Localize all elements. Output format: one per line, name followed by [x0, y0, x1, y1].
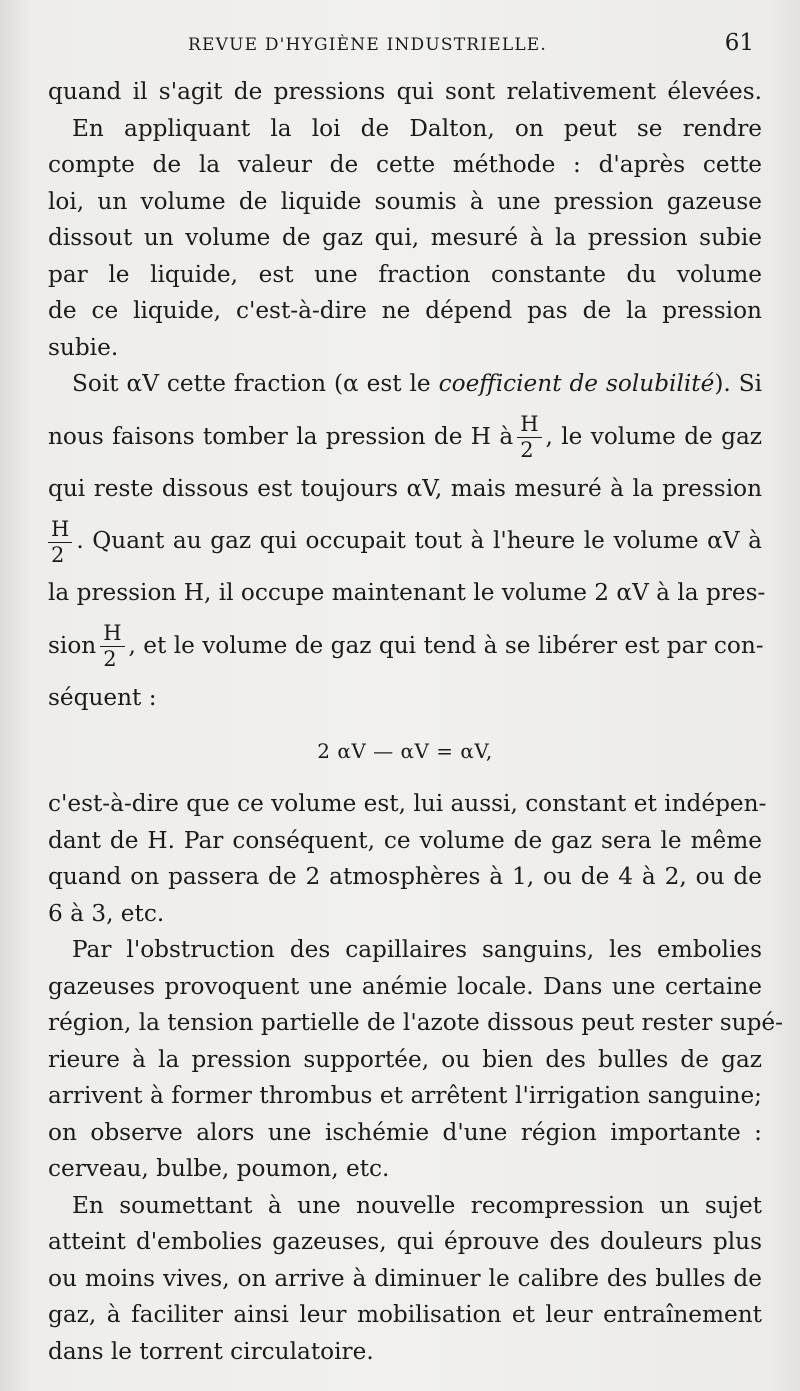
text-line: arrivent à former thrombus et arrêtent l'irrigation sanguine; — [48, 1082, 762, 1109]
text-line: ou moins vives, on arrive à diminuer le calibre des bulles de — [48, 1264, 762, 1292]
text-line: Par l'obstruction des capillaires sanguins, les embolies — [72, 936, 762, 963]
text-line: dant de H. Par conséquent, ce volume de gaz sera le même — [48, 826, 762, 854]
fraction-numerator: H — [520, 412, 539, 436]
text-line: qui reste dissous est toujours αV, mais mesuré à la pression — [48, 474, 762, 502]
text-span: Soit αV cette fraction (α est le — [72, 370, 439, 397]
text-span: , et le volume de gaz qui tend à se libérer est par con- — [128, 631, 764, 659]
text-line: atteint d'embolies gazeuses, qui éprouve des douleurs plus — [48, 1228, 762, 1255]
text-line: 6 à 3, etc. — [48, 899, 165, 927]
text-line: dissout un volume de gaz qui, mesuré à la pression subie — [48, 224, 762, 251]
fraction-denominator: 2 — [48, 542, 72, 566]
text-line: rieure à la pression supportée, ou bien des bulles de gaz — [48, 1045, 762, 1073]
text-span: nous faisons tomber la pression de H à — [48, 422, 514, 450]
text-line — [48, 612, 762, 680]
fraction-numerator: H — [51, 516, 70, 541]
text-line: dans le torrent circulatoire. — [48, 1337, 374, 1365]
fraction — [100, 623, 124, 670]
fraction — [517, 414, 541, 461]
text-line: quand il s'agit de pressions qui sont relativement élevées. — [48, 78, 762, 105]
text-line: séquent : — [48, 683, 157, 711]
text-line: par le liquide, est une fraction constante du volume — [48, 260, 762, 288]
italic-term: coefficient de solubilité — [438, 370, 715, 397]
text-span: . Quant au gaz qui occupait tout à l'heure le volume αV à — [76, 527, 762, 554]
body-text — [48, 74, 783, 1370]
page-header — [48, 30, 762, 74]
text-line: compte de la valeur de cette méthode : d'après cette — [48, 151, 762, 178]
running-title: REVUE D'HYGIÈNE INDUSTRIELLE. — [188, 35, 548, 55]
fraction-numerator: H — [103, 621, 122, 645]
text-line: quand on passera de 2 atmosphères à 1, ou de 4 à 2, ou de — [48, 863, 762, 890]
fraction-denominator: 2 — [100, 646, 124, 670]
text-line: la pression H, il occupe maintenant le volume 2 αV à la pres- — [48, 579, 766, 606]
text-line — [48, 507, 762, 575]
text-line: subie. — [48, 333, 119, 361]
text-line: gaz, à faciliter ainsi leur mobilisation et leur entraînement — [48, 1301, 762, 1328]
text-line: En appliquant la loi de Dalton, on peut se rendre — [72, 114, 762, 142]
text-line: En soumettant à une nouvelle recompression un sujet — [72, 1191, 762, 1219]
text-line: c'est-à-dire que ce volume est, lui aussi, constant et indépen- — [48, 790, 767, 817]
equation: 2 αV — αV = αV, — [317, 739, 493, 763]
text-line: loi, un volume de liquide soumis à une pression gazeuse — [48, 187, 762, 215]
text-line — [48, 403, 762, 471]
fraction — [48, 516, 72, 567]
text-span: , le volume de gaz — [545, 422, 762, 450]
fraction-denominator: 2 — [517, 437, 541, 461]
page-number: 61 — [724, 30, 754, 56]
text-line: de ce liquide, c'est-à-dire ne dépend pas de la pression — [48, 297, 762, 324]
text-line — [48, 366, 762, 403]
text-span: sion — [48, 631, 97, 659]
text-line: région, la tension partielle de l'azote dissous peut rester supé- — [48, 1009, 783, 1036]
text-span: ). Si — [714, 370, 762, 397]
text-line: on observe alors une ischémie d'une région importante : — [48, 1118, 762, 1146]
text-line: cerveau, bulbe, poumon, etc. — [48, 1155, 390, 1182]
text-line: gazeuses provoquent une anémie locale. Dans une certaine — [48, 972, 762, 1000]
